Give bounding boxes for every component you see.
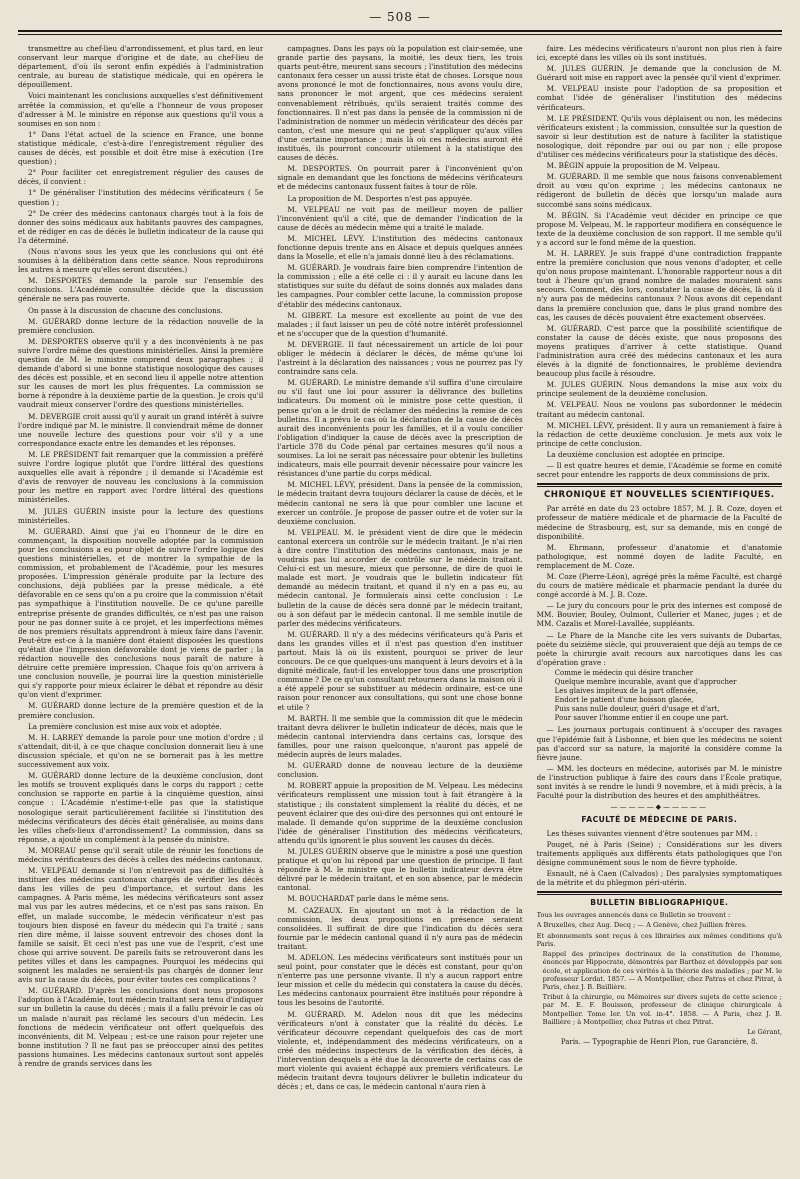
paragraph: La proposition de M. Desportes n'est pas appuyée. [287,193,473,203]
paragraph: M. CAZEAUX. En ajoutant un mot à la rédaction de la commission, les deux propositions en présence seraient consolidées. Il suffirait de dire que l'indication du décès sera fournie par le médecin cantonal quand il n'y aura pas de médecin traitant. [277,905,523,951]
paragraph: La deuxième conclusion est adoptée en principe. [546,449,725,459]
gerant-signature: Le Gérant, [747,1027,782,1036]
paragraph: M. GUÉRARD. C'est parce que la possibilité scientifique de constater la cause de décès existe, que nous proposons des moyens pratiques d'arriver à cette statistique. Quand l'administration aura créé des médecins cantonaux et les aura élevés à la dignité de fonctionnaires, le problème deviendra beaucoup plus facile à résoudre. [536,323,782,379]
faculte-theses [537,829,782,888]
paragraph: M. VELPEAU. Nous ne voulons pas subordonner le médecin traitant au médecin cantonal. [536,400,782,419]
thesis-paragraph: Les thèses suivantes viennent d'être soutenues par MM. : [546,828,758,838]
chronique-title: CHRONIQUE ET NOUVELLES SCIENTIFIQUES. [543,490,775,501]
paragraph: M. GUÉRARD. Il n'y a des médecins vérificateurs qu'à Paris et dans les grandes villes et il n'est pas question d'en instituer partout. Mais là où ils existent, pourquoi se priver de leur concours. De ce que quelques-uns manquent à leurs devoirs et à la dignité médicale, faut-il les envelopper tous dans une proscription commune ? De ce qu'un consultant retournera dans la maison où il a été appelé pour se substituer au médecin ordinaire, est-ce une raison pour renoncer aux consultations, qui sont une chose bonne et utile ? [277,629,523,712]
header-rule-thin [18,34,782,35]
paragraph: M. LE PRÉSIDENT fait remarquer que la commission a préféré suivre l'ordre logique plutôt que l'ordre littéral des questions auxquelles elle avait à répondre ; il demande si l'Académie est d'avis de renvoyer de nouveau les conclusions à la commission pour les mettre en rapport avec l'ordre littéral des questions ministérielles. [18,449,264,505]
paragraph: M. LE PRÉSIDENT. Qu'ils vous déplaisent ou non, les médecins vérificateurs existent ; la commission, consultée sur la question de savoir si leur destitution est de nature à faciliter la statistique nosologique, doit répondre par oui ou par non ; elle propose d'utiliser ces médecins vérificateurs pour la statistique des décès. [536,113,782,160]
paragraph: M. GUÉRARD. Le ministre demande s'il suffira d'une circulaire ou s'il faut une loi pour assurer la délivrance des bulletins indicateurs. Du moment où le ministre pose cette question, il pense qu'on a le droit de réclamer des médecins la remise de ces bulletins. Il a prévu le cas où la déclaration de la cause de décès aurait des inconvénients pour les familles, et il a voulu concilier l'obligation d'indiquer la cause de décès avec la prescription de l'article 378 du Code pénal par certaines mesures qu'il nous a soumises. La loi ne serait pas nécessaire pour obtenir les bulletins indicateurs, mais elle pourrait devenir nécessaire pour vaincre les résistances d'une partie du corps médical. [277,378,523,479]
bulletin-intro-line: A Bruxelles, chez Aug. Decq ; — A Genève, chez Juillien frères. [536,921,748,930]
faculte-title: FACULTÉ DE MÉDECINE DE PARIS. [581,815,738,825]
paragraph: M. MOREAU pense qu'il serait utile de réunir les fonctions de médecins vérificateurs des décès à celles des médecins cantonaux. [18,845,264,864]
chronique-paragraph: M. Coze (Pierre-Léon), agrégé près la même Faculté, est chargé du cours de matière médicale et pharmacie pendant la durée du congé accordé à M. J. B. Coze. [536,571,782,600]
paragraph: M. GUÉRARD donne de nouveau lecture de la deuxième conclusion. [277,761,523,780]
paragraph: M. GUÉRARD. Je voudrais faire bien comprendre l'intention de la commission ; elle a été celle ci : il y aurait eu lacune dans les statistiques sur suite du défaut de soins donnés aux malades dans les campagnes. Pour combler cette lacune, la commission propose d'établir des médecins cantonaux. [277,263,523,309]
chronique-paragraph: Par arrêté en date du 23 octobre 1857, M. J. B. Coze, doyen et professeur de matière médicale et de pharmacie de la Faculté de médecine de Strasbourg, est, sur sa demande, mis en congé de disponibilité. [536,504,782,541]
paragraph: M. DESPORTES demande la parole sur l'ensemble des conclusions. L'Académie consultée décide que la discussion générale ne sera pas rouverte. [18,276,264,304]
bulletin-intro [537,911,782,948]
paragraph: M. GIBERT. La mesure est excellente au point de vue des malades ; il faut laisser un peu de côté notre intérêt professionnel et ne s'occuper que de la question d'humanité. [277,310,523,338]
header-rule [18,30,782,32]
paragraph: M. DEVERGIE. Il faut nécessairement un article de loi pour obliger le médecin à déclarer le décès, de même qu'une loi l'astreint à la déclaration des naissances ; vous ne pourrez pas l'y contraindre sans cela. [277,339,523,377]
verse-line: Quelque membre incurable, avant que d'approcher [554,678,737,686]
paragraph: faire. Les médecins vérificateurs n'auront non plus rien à faire ici, excepté dans les villes où ils sont institués. [536,44,782,63]
paragraph: M. DEVERGIE croit aussi qu'il y aurait un grand intérêt à suivre l'ordre indiqué par M. le ministre. Il conviendrait même de donner une nouvelle lecture des questions pour voir s'il y a une correspondance exacte entre les demandes et les réponses. [18,411,264,448]
paragraph: M. GUÉRARD. Ainsi que j'ai eu l'honneur de le dire en commençant, la disposition nouvelle adoptée par la commission pour les conclusions a eu pour objet de suivre l'ordre logique des questions ministérielles, et de montrer la sympathie de la commission, et probablement de l'Académie, pour les mesures proposées. L'impression générale produite par la lecture des conclusions, déjà publiées par la presse médicale, a été défavorable en ce sens qu'on a pu croire que la commission n'était pas sympathique à l'institution nouvelle. De ce qu'une pareille entreprise présente de grandes difficultés, ce n'est pas une raison pour ne pas donner suite à ce projet, et les imperfections mêmes de nos premiers résultats apprendront à mieux faire dans l'avenir. Peut-être est-ce à la manière dont étaient disposées les questions qu'était due l'impression défavorable dont je viens de parler ; la rédaction nouvelle des conclusions nous paraît de nature à détruire cette première impression. Chaque fois qu'on arrivera à une conclusion nouvelle, je pourrai lire la question ministérielle qui s'y rapporte pour mieux éclairer le débat et répondre au désir qu'on vient d'exprimer. [18,526,264,700]
chronique-paragraph: — Le Phare de la Manche cite les vers suivants de Dubartas, poète du seizième siècle, qui prouveraient que déjà au temps de ce poète la chirurgie avait recours aux narcotiques dans les cas d'opération grave : [536,630,782,667]
ornament-divider: —————◆————— [610,803,709,812]
verse-line: Puis sans nulle douleur, guéri d'usage et d'art, [554,705,720,714]
column-left [18,44,263,1165]
paragraph: M. JULES GUÉRIN observe que le ministre a posé une question pratique et qu'on lui répond par une question de principe. Il faut répondre à M. le ministre que le bulletin indicateur devra être délivré par le médecin traitant, et en son absence, par le médecin cantonal. [277,846,523,893]
paragraph: 1° De généraliser l'institution des médecins vérificateurs ( 5e question ) ; [18,188,264,207]
page-number: — 508 — [369,10,431,24]
bulletin-intro-line: Et abonnements sont reçus à ces librairies aux mêmes conditions qu'à Paris. [536,931,782,948]
column-right [537,44,782,1165]
text-columns [18,44,782,1165]
academy-session-end [537,44,782,479]
paragraph: 1° Dans l'état actuel de la science en France, une bonne statistique médicale, c'est-à-dire l'enregistrement régulier des causes de décès, est possible et doit être mise à exécution (1re question) ; [18,129,264,167]
verse-line: Les glaives impiteux de la part offensée, [554,687,699,696]
paragraph: M. DESPORTES. On pourrait parer à l'inconvénient qu'on signale en demandant que les fonctions de médecins vérificateurs et de médecins cantonaux fussent faites à tour de rôle. [277,164,523,192]
bulletin-intro-line: Tous les ouvrages annoncés dans ce Bulletin se trouvent : [536,911,731,920]
imprint-line: Paris. — Typographie de Henri Plon, rue Garancière, 8. [560,1038,758,1047]
paragraph: M. JULES GUÉRIN. Je demande que la conclusion de M. Guérard soit mise en rapport avec la pensée qu'il vient d'exprimer. [536,64,782,83]
paragraph: 2° Pour faciliter cet enregistrement régulier des causes de décès, il convient : [18,168,264,187]
paragraph: M. H. LARREY. Je suis frappé d'une contradiction frappante entre la première conclusion que nous venons d'adopter, et celle qu'on nous propose maintenant. L'honorable rapporteur nous a dit tout à l'heure qu'un grand nombre de malades mouraient sans secours. Comment, dès lors, constater la cause de décès, là où il n'y aura pas de médecins cantonaux ? Nous avons dit cependant dans la première conclusion que, dans le plus grand nombre des cas, les causes de décès pouvaient être exactement observées. [536,248,782,322]
paragraph: M. JULES GUÉRIN insiste pour la lecture des questions ministérielles. [18,506,264,525]
thesis-paragraph: Esnault, né à Caen (Calvados) ; Des paralysies symptomatiques de la métrite et du phlegmon péri-utérin. [536,868,782,887]
section-divider-2 [537,891,782,895]
chronique-paragraph: — MM. les docteurs en médecine, autorisés par M. le ministre de l'instruction publique à faire des cours dans l'École pratique, sont invités à se rendre le lundi 9 novembre, et à midi précis, à la Faculté pour la distribution des heures et des amphithéâtres. [536,763,782,801]
paragraph: M. BARTH. Il me semble que la commission dit que le médecin traitant devra délivrer le bulletin indicateur de décès, mais que le médecin cantonal interviendra dans certains cas, lorsque des familles, pour une raison quelconque, n'auront pas appelé de médecin auprès de leurs malades. [277,713,523,760]
paragraph: — Il est quatre heures et demie, l'Académie se forme en comité secret pour entendre les rapports de deux commissions de prix. [536,461,782,480]
paragraph: M. BOUCHARDAT parle dans le même sens. [287,894,450,904]
paragraph: M. BÉGIN. Si l'Académie veut décider en principe ce que propose M. Velpeau, M. le rapporteur modifiera en conséquence le texte de la deuxième conclusion de son rapport. Il me semble qu'il y a accord sur le fond même de la question. [536,210,782,247]
paragraph: M. H. LARREY demande la parole pour une motion d'ordre ; il s'attendait, dit-il, à ce que chaque conclusion donnerait lieu à une discussion spéciale, et qu'on ne se bornerait pas à les mettre successivement aux voix. [18,732,264,770]
bulletin-entry: Tribut à la chirurgie, ou Mémoires sur divers sujets de cette science ; par M. E. F. Bouisson, professeur de clinique chirurgicale à Montpellier. Tome Ier. Un vol. in-4°. 1858. — A Paris, chez J. B. Baillière ; à Montpellier, chez Patras et chez Pitrat. [542,993,782,1026]
paragraph: M. GUÉRARD donne lecture de la deuxième conclusion, dont les motifs se trouvent expliqués dans le corps du rapport ; cette conclusion se rapporte en partie à la cinquième question, ainsi conçue : L'Académie n'estime-t-elle pas que la statistique nosologique serait particulièrement facilitée si l'institution des médecins vérificateurs des décès était généralisée, au moins dans les villes chefs-lieux d'arrondissement? La commission, dans sa réponse, a ajouté un complément à la pensée du ministre. [18,771,264,844]
section-divider [537,483,782,487]
paragraph: (Nous n'avons sous les yeux que les conclusions qui ont été soumises à la délibération dans cette séance. Nous reproduirons les autres à mesure qu'elles seront discutées.) [18,246,264,275]
paragraph: M. GUÉRARD. Il me semble que nous faisons convenablement droit au vœu qu'on exprime ; les médecins cantonaux ne rédigeront de bulletin de décès que lorsqu'un malade aura succombé sans soins médicaux. [536,172,782,209]
paragraph: M. GUÉRARD donne lecture de la rédaction nouvelle de la première conclusion. [18,316,264,335]
paragraph: M. VELPEAU demande si l'on n'entrevoit pas de difficultés à instituer des médecins cantonaux chargés de vérifier les décès dans les villes de peu d'importance, et surtout dans les campagnes. A Paris même, les médecins vérificateurs sont assez mal vus par les autres médecins, et ce n'est pas sans raison. En effet, un malade succombe, le médecin vérificateur n'est pas toujours bien disposé en faveur du médecin qui l'a traité ; sans rien dire même, il laisse souvent entrevoir des choses dont la famille se saisit. Et ceci n'est pas une vue de l'esprit, c'est une chose qui arrive souvent. De pareils faits se retrouveront dans les petites villes et dans les campagnes. Pourquoi les médecins qui soignent les malades ne seraient-ils pas chargés de donner leur avis sur la cause du décès, pour éviter toutes ces complications ? [18,866,264,985]
paragraph: M. VELPEAU. M. le président vient de dire que le médecin cantonal exercera un contrôle sur le médecin traitant. Je n'ai rien à dire contre l'institution des médecins cantonaux, mais je ne voudrais pas lui accorder de contrôle sur le médecin traitant. Celui-ci est un mesure, mieux que personne, de dire de quoi le malade est mort. Je voudrais que le bulletin indicateur fût demandé au médecin traitant, et quand il n'y en a pas eu, au médecin cantonal. Je formulerais ainsi cette conclusion : Le bulletin de la cause de décès sera donné par le médecin traitant, ou à son défaut par le médecin cantonal. Il me semble inutile de parler des médecins vérificateurs. [277,527,523,628]
paragraph: On passe à la discussion de chacune des conclusions. [28,305,223,315]
paragraph: transmettre au chef-lieu d'arrondissement, et plus tard, en leur conservant leur marque d'origine et de date, au chef-lieu de département, d'où ils seront enfin expédiés à l'administration centrale, au bureau de statistique médicale, qui en opérera le dépouillement. [18,44,264,90]
thesis-paragraph: Pouget, né à Paris (Seine) ; Considérations sur les divers traitements appliqués aux différents états pathologiques que l'on désigne communément sous le nom de fièvre typhoïde. [536,839,782,867]
bulletin-entries [537,950,782,1026]
paragraph: 2° De créer des médecins cantonaux chargés tout à la fois de donner des soins médicaux aux habitants pauvres des campagnes, et de rédiger en cas de décès le bulletin indicateur de la cause qui l'a déterminé. [18,208,264,245]
paragraph: M. VELPEAU ne voit pas de meilleur moyen de pallier l'inconvénient qu'il a cité, que de demander l'indication de la cause de décès au médecin même qui a traité le malade. [277,204,523,232]
paragraph: M. GUÉRARD. D'après les conclusions dont nous proposons l'adoption à l'Académie, tout médecin traitant sera tenu d'indiquer sur un bulletin la cause du décès ; mais il a fallu prévoir le cas où un malade n'aurait pas réclamé les secours d'un médecin. Les fonctions de médecin vérificateur ont offert quelquefois des inconvénients, dit M. Velpeau ; est-ce une raison pour rejeter une bonne institution ? Il ne faut pas se préoccuper ainsi des petites passions humaines. Les médecins cantonaux surtout sont appelés à rendre de grands services dans les [18,986,264,1069]
bulletin-entry: Rappel des principes doctrinaux de la constitution de l'homme, énoncés par Hippocrate, démontrés par Barthez et développés par son école, et application de ces vérités à la théorie des maladies ; par M. le professeur Lordat. 1857. — A Montpellier, chez Patras et chez Pitrat, à Paris, chez J. B. Baillière. [542,950,782,991]
verse-line: Pour sauver l'homme entier il en coupe une part. [554,714,729,723]
paragraph: M. MICHEL LÉVY. L'institution des médecins cantonaux fonctionne depuis trente ans en Alsace et depuis quelques années dans la Moselle, et elle n'a jamais donné lieu à des réclamations. [277,233,523,262]
paragraph: M. GUÉRARD. M. Adelon nous dit que les médecins vérificateurs n'ont à constater que la réalité du décès. Le vérificateur découvre cependant quelquefois des cas de mort violente, et, indépendamment des médecins vérificateurs, on a créé des médecins inspecteurs de la vérification des décès, à l'intervention desquels a été due la découverte de certains cas de mort violente qui avaient échappé aux premiers vérificateurs. Le médecin traitant devra toujours délivrer le bulletin indicateur du décès ; et, dans ce cas, le médecin cantonal n'aura rien à [277,1009,523,1092]
verse-line: Comme le médecin qui désire trancher [554,668,694,677]
chronique-body [537,504,782,667]
chronique-paragraph: M. Ehrmann, professeur d'anatomie et d'anatomie pathologique, est nommé doyen de ladite Faculté, en remplacement de M. Coze. [536,542,782,570]
paragraph: Voici maintenant les conclusions auxquelles s'est définitivement arrêtée la commission, et qu'elle a l'honneur de vous proposer d'adresser à M. le ministre en réponse aux questions qu'il vous a soumises en son nom : [18,91,264,128]
bulletin-title: BULLETIN BIBLIOGRAPHIQUE. [590,898,729,908]
paragraph: M. JULES GUÉRIN. Nous demandons la mise aux voix du principe seulement de la deuxième conclusion. [536,380,782,399]
column-middle [277,44,522,1165]
chronique-paragraph: — Les journaux portugais continuent à s'occuper des ravages que l'épidémie fait à Lisbonne, et bien que les médecins ne soient pas d'accord sur sa nature, la majorité la considère comme la fièvre jaune. [536,725,782,762]
paragraph: M. ADELON. Les médecins vérificateurs sont institués pour un seul point, pour constater que le décès est constant, pour qu'on n'enterre pas une personne vivante. Il n'y a aucun rapport entre leur mission et celle du médecin qui constatera la cause du décès. Les médecins cantonaux pourraient être institués pour répondre à tous les besoins de l'autorité. [277,953,523,1008]
verse-line: Endort le patient d'une boisson glacée, [554,696,694,705]
paragraph: M. BÉGIN appuie la proposition de M. Velpeau. [546,161,721,171]
paragraph: M. MICHEL LÉVY, président. Il y aura un remaniement à faire à la rédaction de cette deuxième conclusion. Je mets aux voix le principe de cette conclusion. [536,420,782,448]
paragraph: M. GUÉRARD donne lecture de la première question et de la première conclusion. [18,701,264,720]
chronique-paragraph: — Le jury du concours pour le prix des internes est composé de MM. Bouvier, Bouley, Oulmont, Cullerier et Manec, juges ; et de MM. Cazalis et Morel-Lavallée, suppléants. [536,601,782,629]
paragraph: M. ROBERT appuie la proposition de M. Velpeau. Les médecins vérificateurs remplissent une mission tout à fait étrangère à la statistique ; ils constatent simplement la réalité du décès, et ne peuvent éclairer que des oui-dire des personnes qui ont entouré le malade. Il demande qu'on supprime de la deuxième conclusion l'idée de généraliser l'institution des médecins vérificateurs, attendu qu'ils ignorent le plus souvent les causes du décès. [277,781,523,845]
paragraph: M. MICHEL LÉVY, président. Dans la pensée de la commission, le médecin traitant devra toujours déclarer la cause de décès, et le médecin cantonal ne sera là que pour combler une lacune et exercer un contrôle. Je propose de passer outre et de voter sur la deuxième conclusion. [277,480,523,526]
paragraph: campagnes. Dans les pays où la population est clair-semée, une grande partie des paysans, la moitié, les deux tiers, les trois quarts peut-être, meurent sans secours ; l'institution des médecins cantonaux fera cesser un aussi triste état de choses. Lorsque nous avons prononcé le mot de fonctionnaires, nous avons voulu dire, sans prononcer le mot argent, que ces médecins seraient convenablement rétribués, qu'ils seraient traités comme des fonctionnaires. Il n'est pas dans la pensée de la commission ni de l'administration de nommer un médecin vérificateur des décès par canton, c'est une mesure qui ne peut s'appliquer qu'aux villes d'une certaine importance ; mais là où ces médecins auront été institués, ils pourront concourir utilement à la statistique des causes de décès. [277,44,523,163]
paragraph: M. VELPEAU insiste pour l'adoption de sa proposition et combat l'idée de généraliser l'institution des médecins vérificateurs. [536,84,782,112]
paragraph: La première conclusion est mise aux voix et adoptée. [28,721,222,731]
chronique-verse [537,669,782,724]
paragraph: M. DESPORTES observe qu'il y a des inconvénients à ne pas suivre l'ordre même des questions ministérielles. Ainsi la première question de M. le ministre comprend deux paragraphes ; il demande d'abord si une bonne statistique nosologique des causes des décès est possible, et en second lieu il appelle notre attention sur les causes de mort les plus fréquentes. La commission se borne à répondre à la deuxième partie de la question. Je crois qu'il vaudrait mieux conserver l'ordre des questions ministérielles. [18,336,264,410]
chronique-news [537,725,782,800]
